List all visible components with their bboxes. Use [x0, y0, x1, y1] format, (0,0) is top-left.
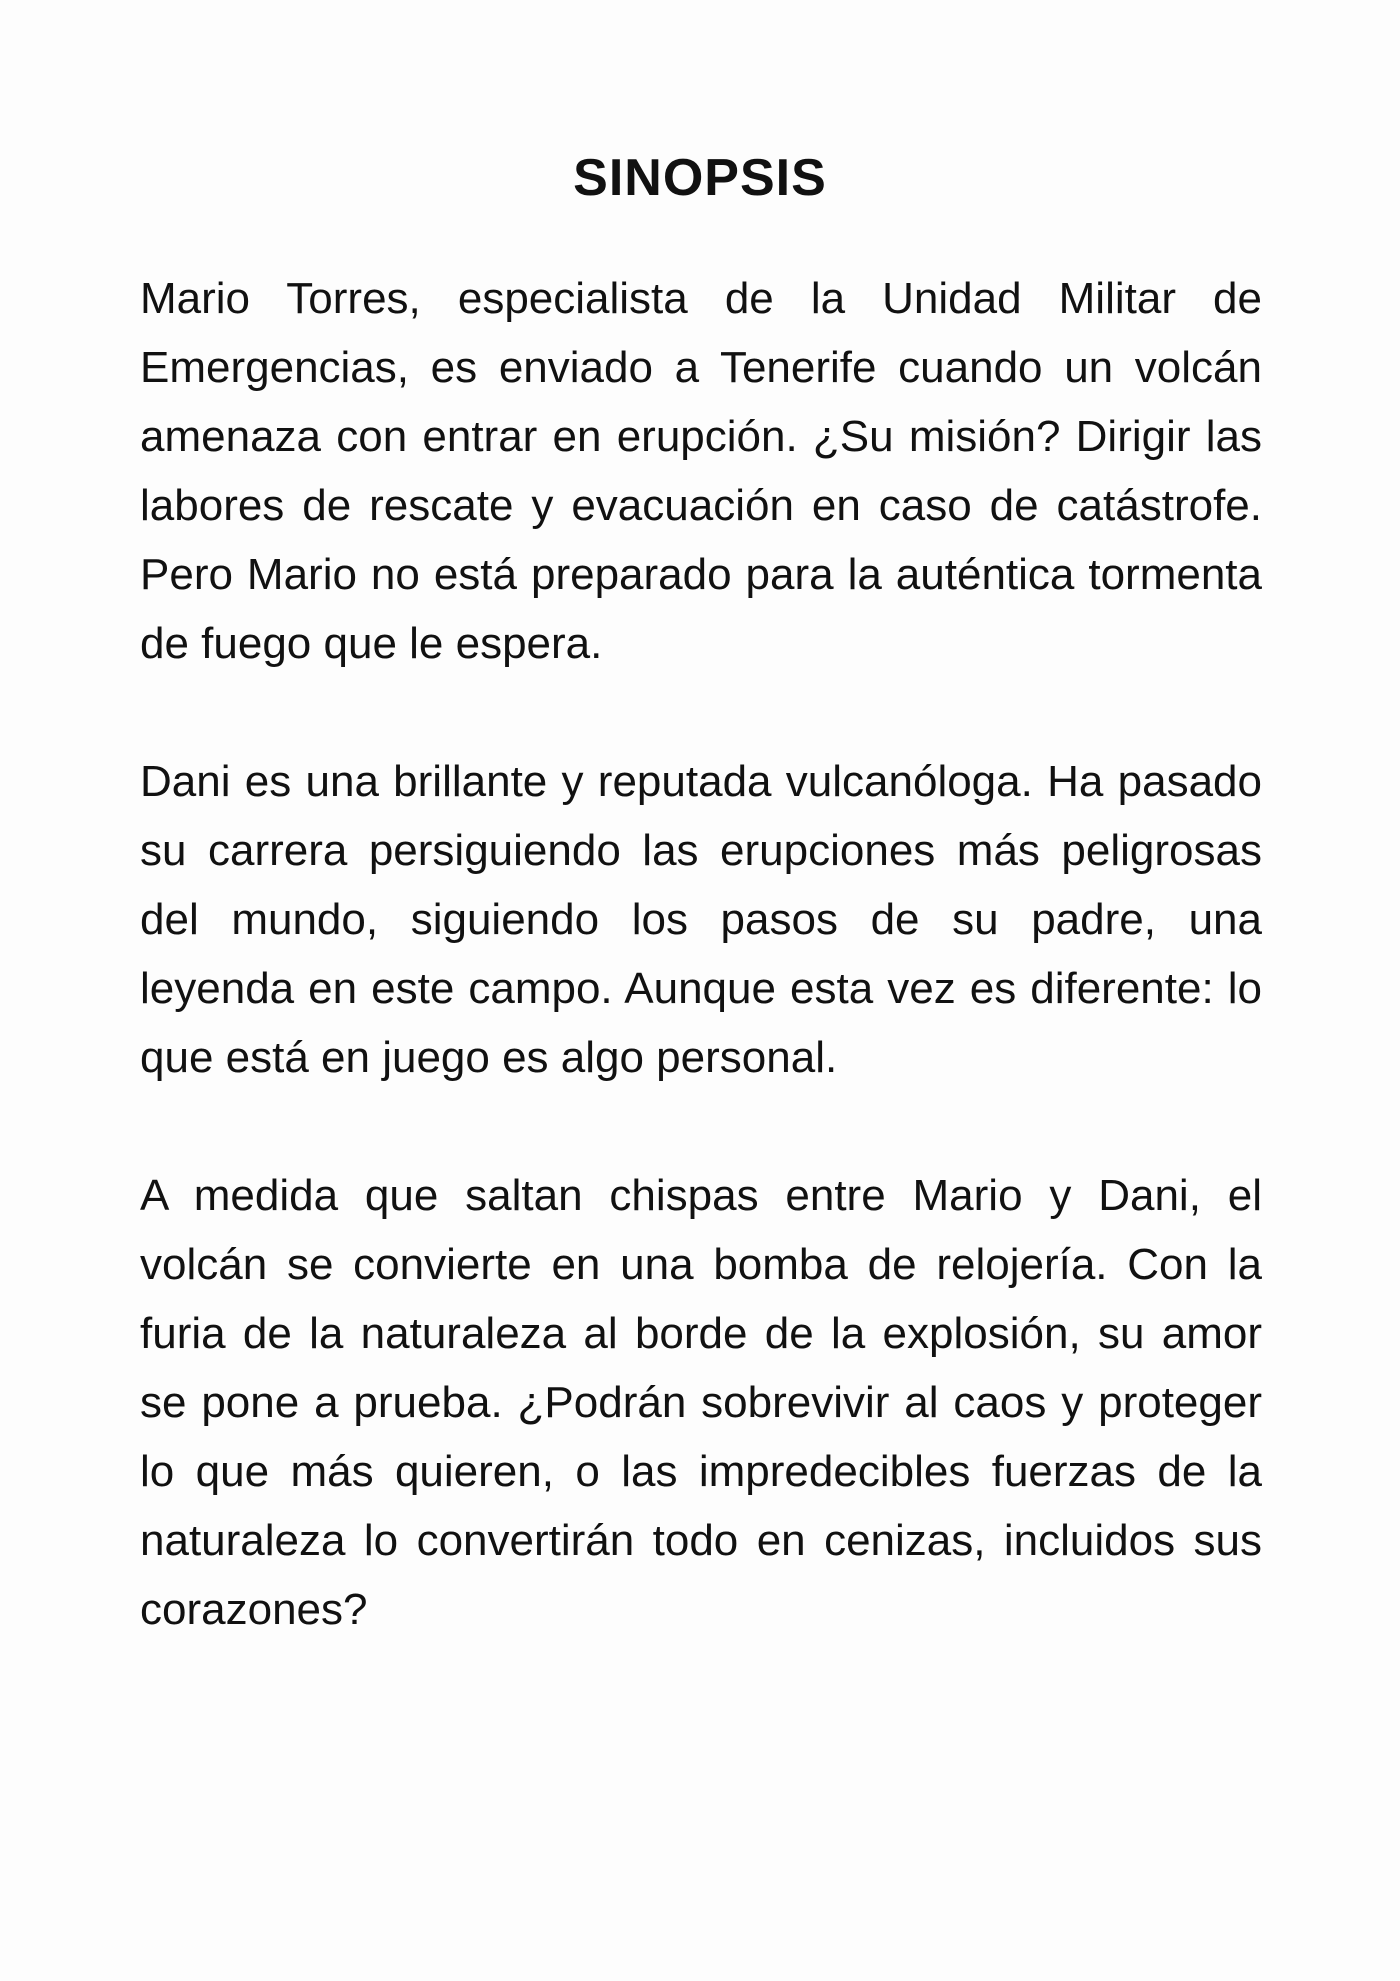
- synopsis-paragraph-2: Dani es una brillante y reputada vulcanóloga. Ha pasado su carrera persiguiendo las erupciones más peligrosas del mundo, siguiendo los pasos de su padre, una leyenda en este campo. Aunque esta vez es diferente: lo que está en juego es algo personal.: [140, 757, 1262, 1082]
- page-title: SINOPSIS: [573, 149, 827, 207]
- synopsis-body: [140, 264, 1262, 1713]
- synopsis-paragraph-1: Mario Torres, especialista de la Unidad Militar de Emergencias, es enviado a Tenerife cuando un volcán amenaza con entrar en erupción. ¿Su misión? Dirigir las labores de rescate y evacuación en caso de catástrofe. Pero Mario no está preparado para la auténtica tormenta de fuego que le espera.: [140, 274, 1262, 668]
- synopsis-paragraph-3: A medida que saltan chispas entre Mario y Dani, el volcán se convierte en una bomba de relojería. Con la furia de la naturaleza al borde de la explosión, su amor se pone a prueba. ¿Podrán sobrevivir al caos y proteger lo que más quieren, o las impredecibles fuerzas de la naturaleza lo convertirán todo en cenizas, incluidos sus corazones?: [140, 1171, 1262, 1634]
